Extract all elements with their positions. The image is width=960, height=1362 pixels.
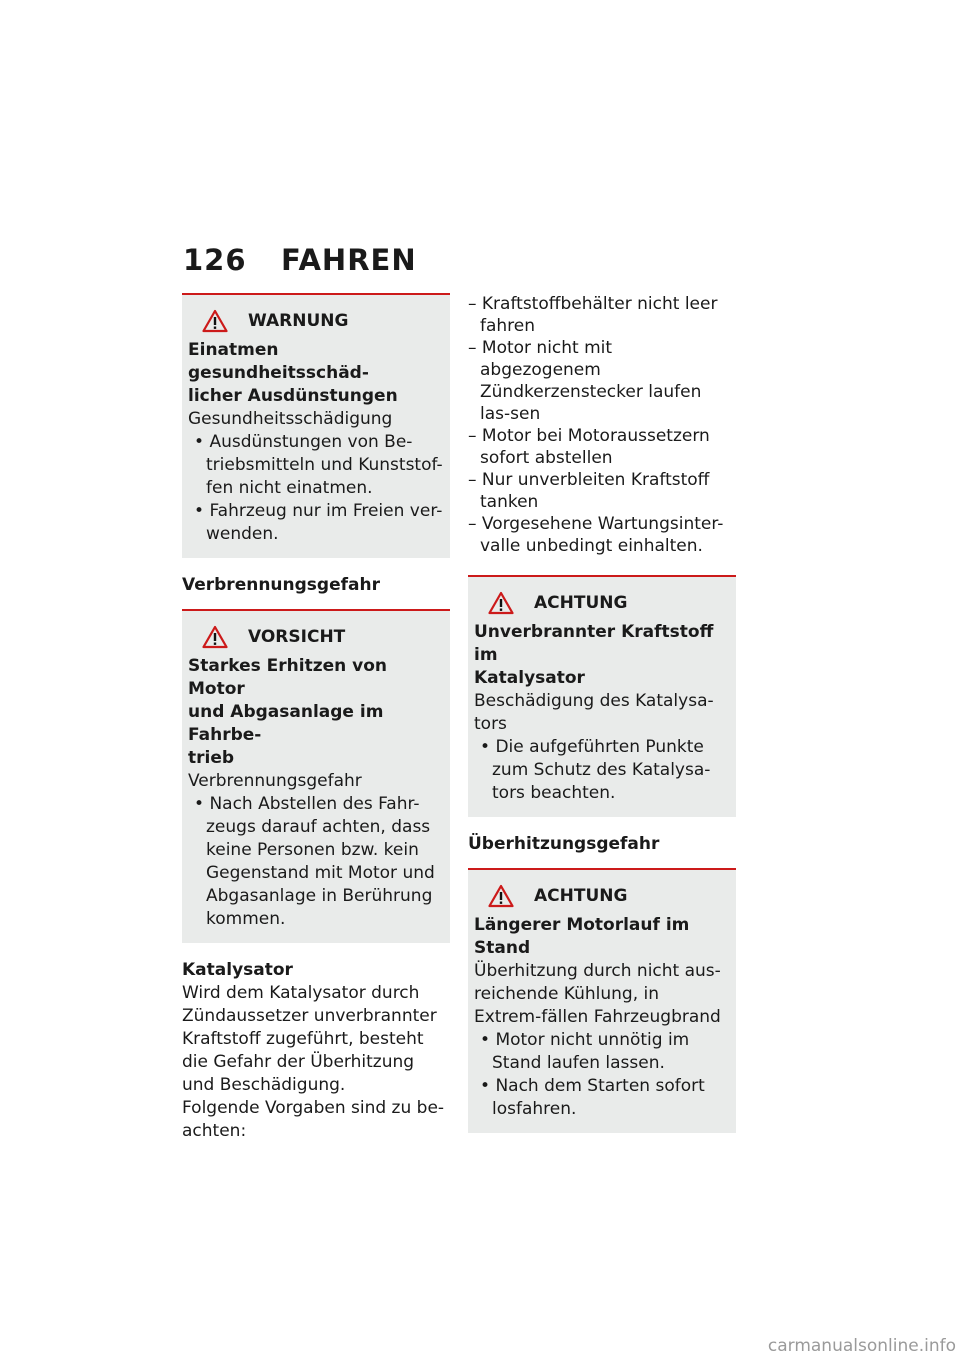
list-item: – Motor nicht mit abgezogenem Zündkerzenstecker laufen las-sen	[468, 337, 736, 425]
notice-box	[468, 868, 736, 1133]
warning-title-line: Einatmen gesundheitsschäd-	[188, 340, 369, 383]
caution-bullets	[188, 793, 444, 931]
caution-title-line: Starkes Erhitzen von Motor	[188, 656, 388, 699]
warning-box-header	[188, 309, 444, 333]
notice-title-line: Katalysator	[474, 668, 585, 688]
watermark: carmanualsonline.info	[767, 1336, 956, 1356]
list-item: • Fahrzeug nur im Freien ver-wenden.	[188, 500, 444, 546]
list-item: • Die aufgeführten Punkte zum Schutz des Katalysa-tors beachten.	[474, 736, 730, 805]
left-column	[182, 293, 450, 1143]
warning-triangle-icon	[202, 309, 228, 333]
warning-label: WARNUNG	[248, 311, 349, 331]
notice-box-header	[474, 884, 730, 908]
paragraph: Wird dem Katalysator durch Zündaussetzer unverbrannter Kraftstoff zugeführt, besteht die Gefahr der Überhitzung und Beschädigung.	[182, 983, 437, 1095]
list-item: • Nach Abstellen des Fahr-zeugs darauf achten, dass keine Personen bzw. kein Gegenstand mit Motor und Abgasanlage in Berührung kommen.	[188, 793, 444, 931]
section-heading: Katalysator	[182, 960, 293, 980]
paragraph: Folgende Vorgaben sind zu be-achten:	[182, 1098, 445, 1141]
notice-box	[468, 575, 736, 817]
page-number: 126	[183, 243, 247, 277]
notice-title-line: Längerer Motorlauf im Stand	[474, 915, 690, 958]
notice-title-line: Unverbrannter Kraftstoff im	[474, 622, 714, 665]
caution-title-line: und Abgasanlage im Fahrbe-	[188, 702, 384, 745]
warning-triangle-icon	[202, 625, 228, 649]
caution-label: VORSICHT	[248, 627, 346, 647]
page-header	[183, 243, 417, 277]
notice-consequence: Beschädigung des Katalysa-tors	[474, 691, 714, 734]
list-item: • Motor nicht unnötig im Stand laufen lassen.	[474, 1029, 730, 1075]
notice-bullets	[474, 1029, 730, 1121]
list-item: – Nur unverbleiten Kraftstoff tanken	[468, 469, 736, 513]
list-item: • Ausdünstungen von Be-triebsmitteln und Kunststof-fen nicht einatmen.	[188, 431, 444, 500]
caution-consequence: Verbrennungsgefahr	[188, 771, 362, 791]
requirements-list	[468, 293, 736, 557]
notice-box-header	[474, 591, 730, 615]
warning-consequence: Gesundheitsschädigung	[188, 409, 393, 429]
list-item: – Kraftstoffbehälter nicht leer fahren	[468, 293, 736, 337]
section-heading: Verbrennungsgefahr	[182, 575, 380, 595]
caution-box-header	[188, 625, 444, 649]
list-item: – Vorgesehene Wartungsinter-valle unbedingt einhalten.	[468, 513, 736, 557]
notice-label: ACHTUNG	[534, 886, 628, 906]
caution-title-line: trieb	[188, 748, 235, 768]
warning-box	[182, 293, 450, 558]
warning-title-line: licher Ausdünstungen	[188, 386, 398, 406]
notice-bullets	[474, 736, 730, 805]
caution-box	[182, 609, 450, 943]
notice-consequence: Überhitzung durch nicht aus-reichende Kühlung, in Extrem-fällen Fahrzeugbrand	[474, 961, 721, 1027]
list-item: • Nach dem Starten sofort losfahren.	[474, 1075, 730, 1121]
warning-bullets	[188, 431, 444, 546]
list-item: – Motor bei Motoraussetzern sofort abstellen	[468, 425, 736, 469]
section-heading: Überhitzungsgefahr	[468, 834, 660, 854]
right-column	[468, 293, 736, 1133]
warning-triangle-icon	[488, 884, 514, 908]
warning-triangle-icon	[488, 591, 514, 615]
chapter-title: FAHREN	[281, 243, 417, 277]
notice-label: ACHTUNG	[534, 593, 628, 613]
